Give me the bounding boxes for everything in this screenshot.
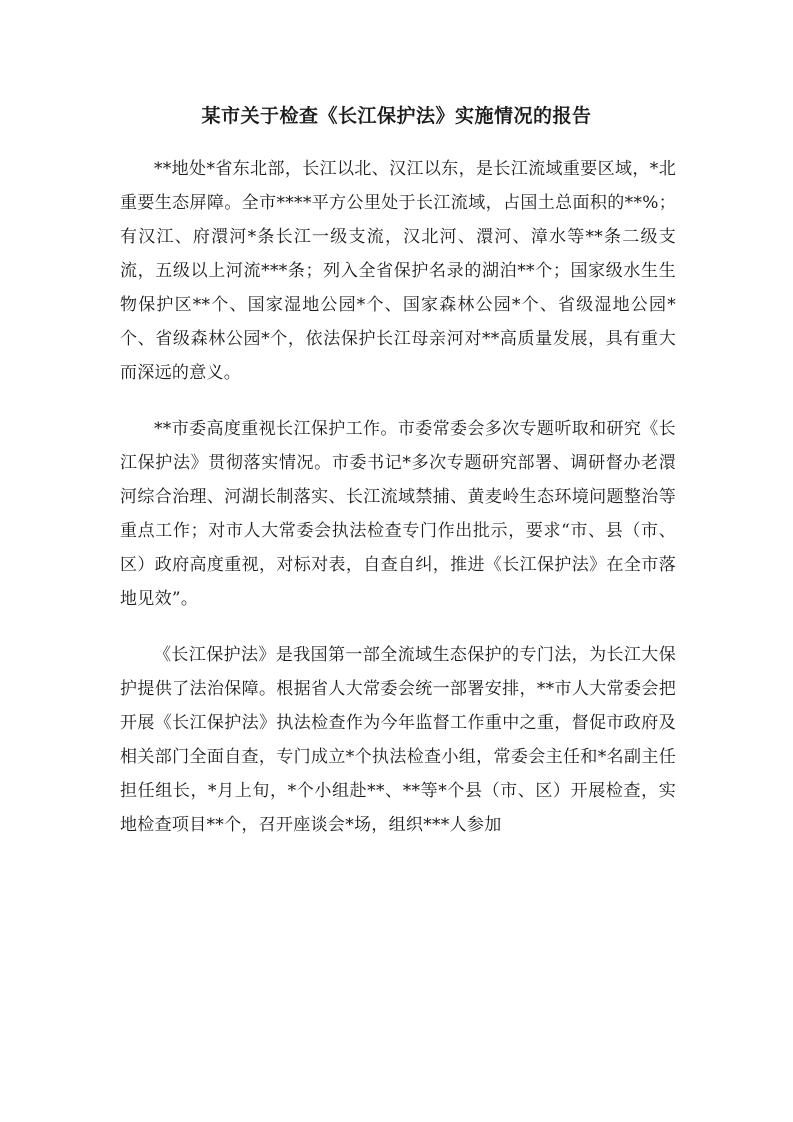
paragraph-overview: **地处*省东北部，长江以北、汉江以东，是长江流域重要区域，*北重要生态屏障。全市****平方公里处于长江流域，占国土总面积的**%；有汉江、府澴河*条长江一级支流，汉北河、澴河、漳水等**条二级支流，五级以上河流***条；列入全省保护名录的湖泊**个；国家级水生生物保护区**个、国家湿地公园*个、国家森林公园*个、省级湿地公园*个、省级森林公园*个，依法保护长江母亲河对**高质量发展，具有重大而深远的意义。 — [120, 159, 676, 383]
document-title: 某市关于检查《长江保护法》实施情况的报告 — [201, 105, 592, 127]
paragraph-inspection: 《长江保护法》是我国第一部全流域生态保护的专门法，为长江大保护提供了法治保障。根据省人大常委会统一部署安排，**市人大常委会把开展《长江保护法》执法检查作为今年监督工作重中之重，督促市政府及相关部门全面自查，专门成立*个执法检查小组，常委会主任和*名副主任担任组长，*月上旬，*个小组赴**、**等*个县（市、区）开展检查，实地检查项目**个，召开座谈会*场，组织***人参加 — [120, 645, 676, 835]
document-body — [120, 152, 676, 864]
paragraph-party-committee: **市委高度重视长江保护工作。市委常委会多次专题听取和研究《长江保护法》贯彻落实情况。市委书记*多次专题研究部署、调研督办老澴河综合治理、河湖长制落实、长江流域禁捕、黄麦岭生态环境问题整治等重点工作；对市人大常委会执法检查专门作出批示，要求“市、县（市、区）政府高度重视，对标对表，自查自纠，推进《长江保护法》在全市落地见效”。 — [120, 419, 676, 609]
